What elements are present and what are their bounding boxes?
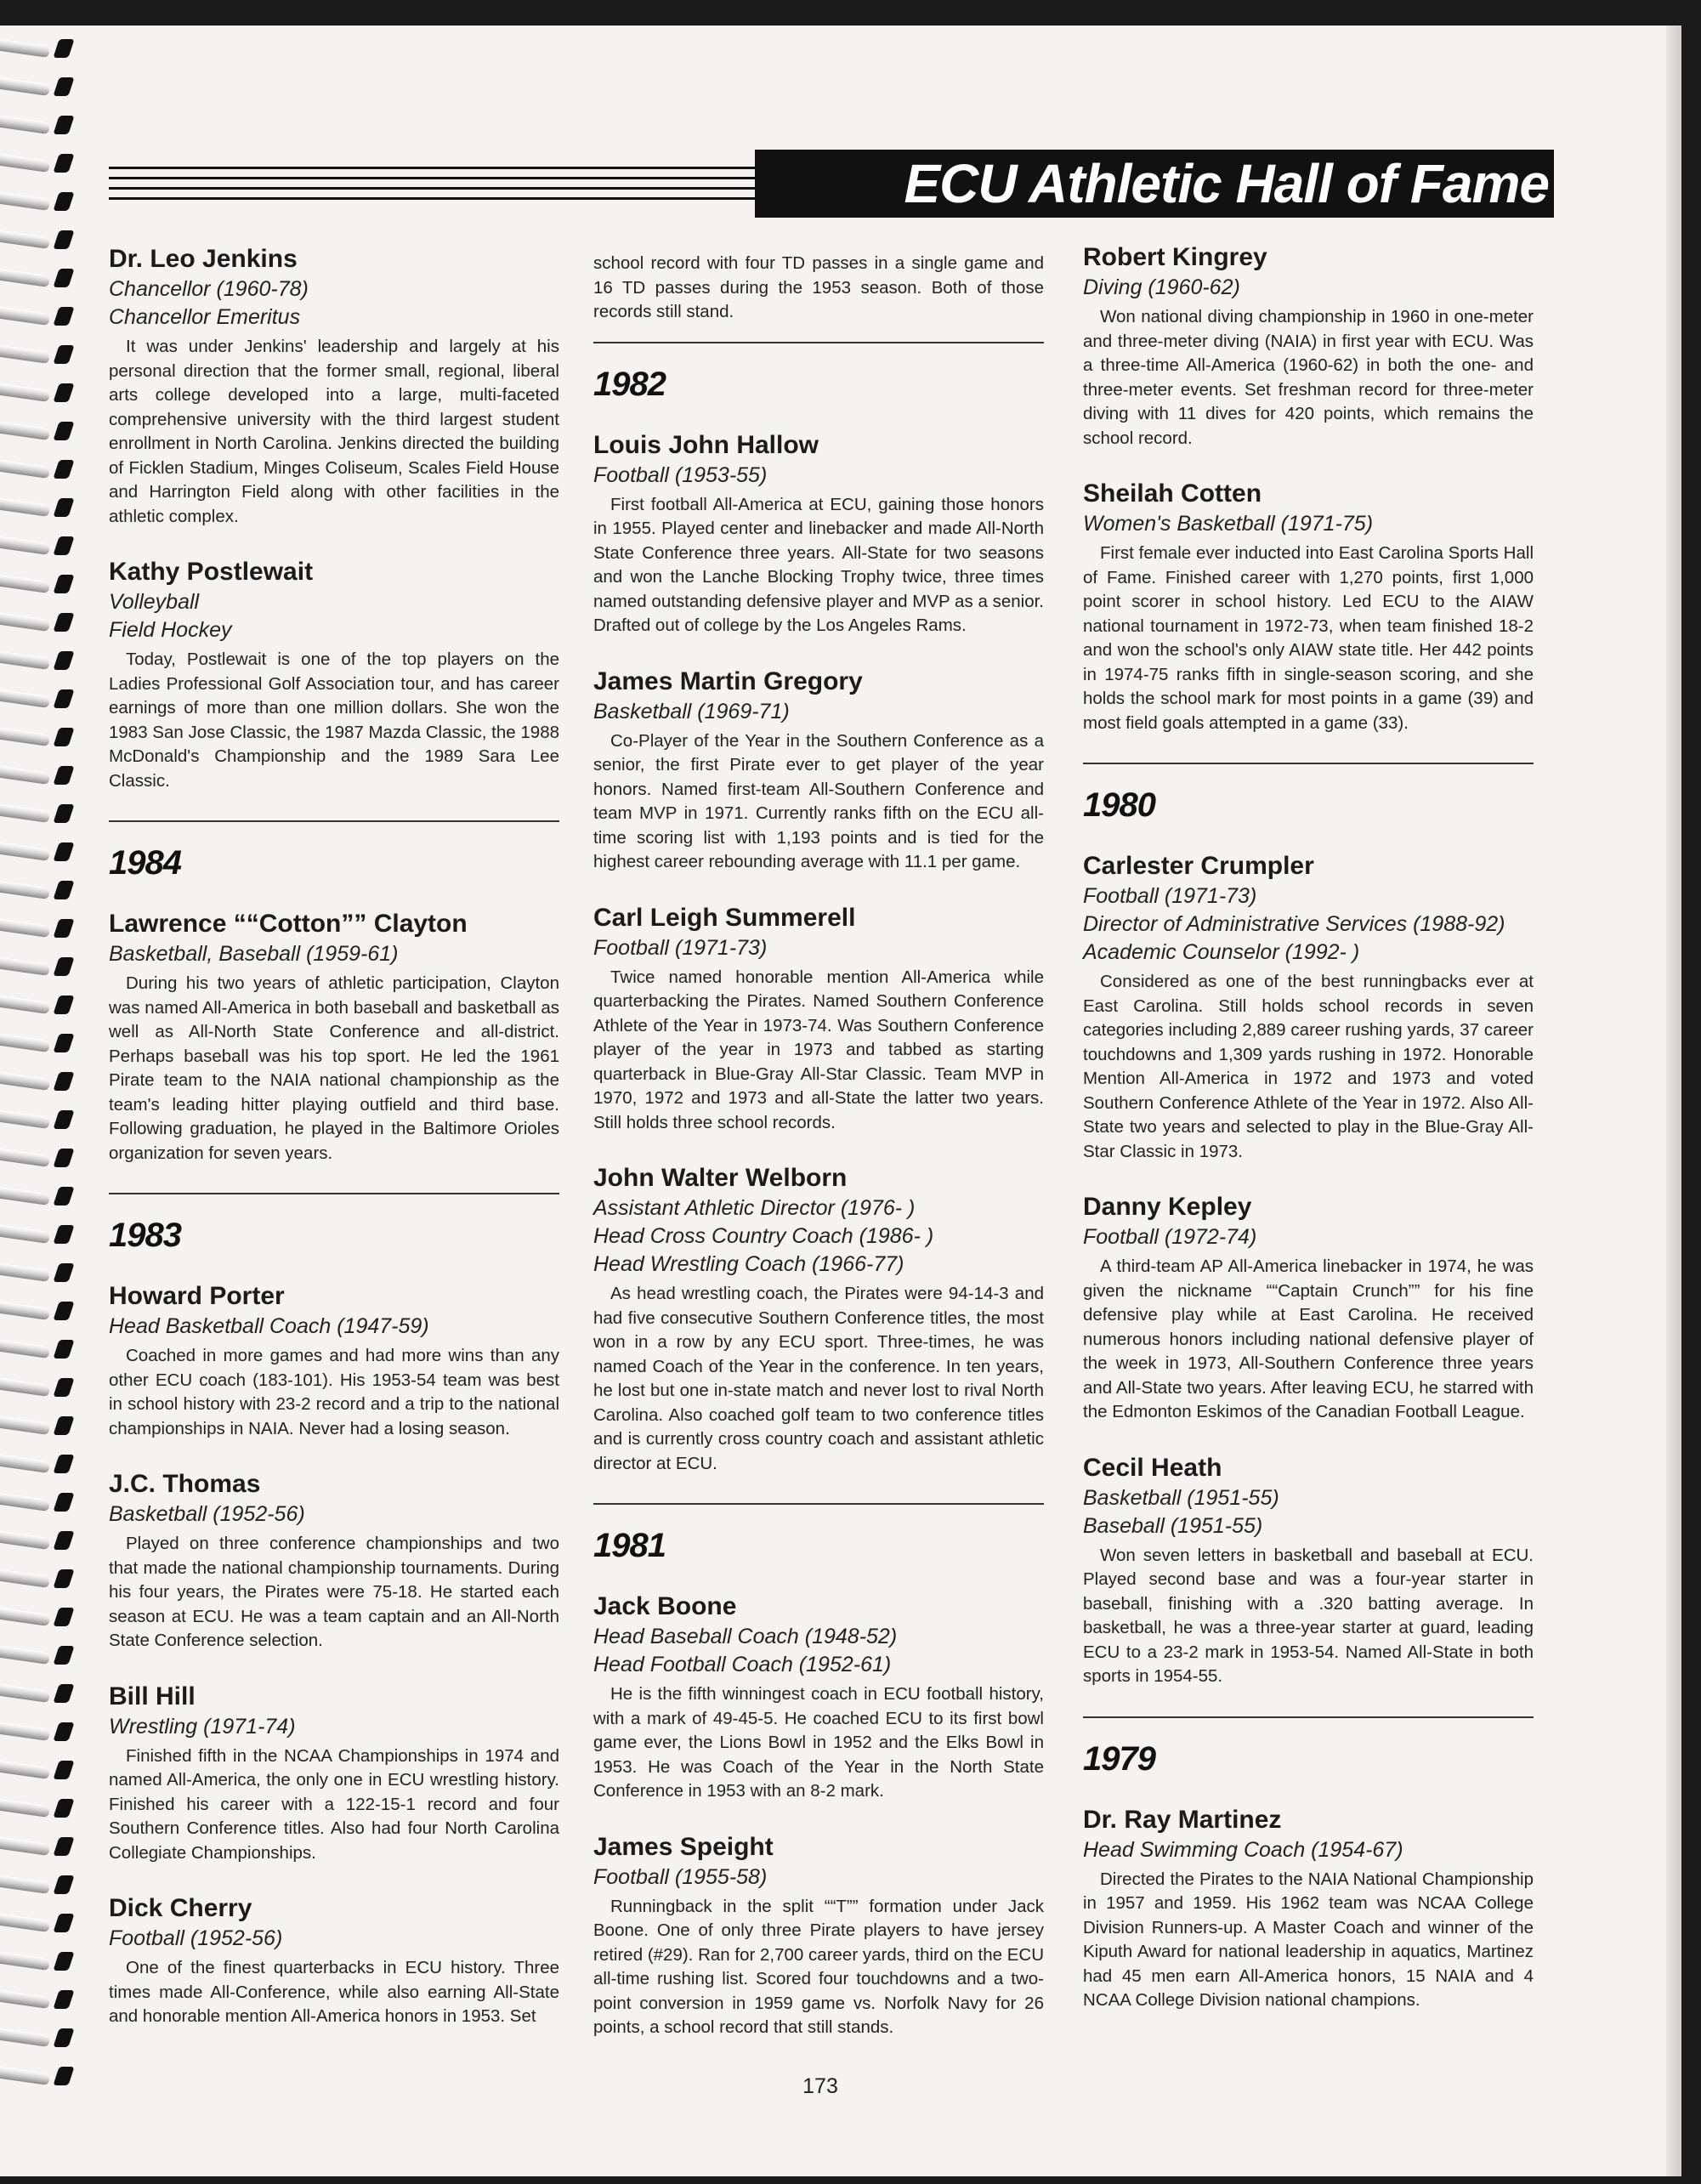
spiral-coil xyxy=(0,1067,78,1096)
entry-speight xyxy=(593,1831,1044,2040)
inductee-bio: Finished fifth in the NCAA Championships in 1974 and named All-America, the only one in ECU wrestling history. Finished his career with a 122-15-1 record and four Southern Conference titles. Also had four North Carolina Collegiate Championships. xyxy=(109,1745,559,1863)
entry-boone xyxy=(593,1591,1044,1804)
inductee-bio: Won seven letters in basketball and baseball at ECU. Played second base and was a four-year starter in baseball, finishing with a .320 batting average. In basketball, he was a three-year starter at guard, leading ECU to a 23-2 mark in 1953-54. Named All-State in both sports in 1954-55. xyxy=(1083,1545,1534,1686)
spiral-coil xyxy=(0,2023,78,2052)
spiral-coil xyxy=(0,1756,78,1784)
section-divider xyxy=(1083,1716,1534,1718)
spiral-coil xyxy=(0,1985,78,2014)
inductee-role: Basketball (1969-71) xyxy=(593,699,790,723)
column-1 xyxy=(109,243,559,2056)
page-header xyxy=(109,150,1554,218)
inductee-bio: As head wrestling coach, the Pirates were 94-14-3 and had five consecutive Southern Conference titles, the most won in a row by any ECU sport. Three-times, he was named Coach of the Year in the conference. In ten years, he lost but one in-state match and never lost to rival North Carolina. Also coached golf team to two conference titles and is currently cross country coach and assistant athletic director at ECU. xyxy=(593,1284,1044,1473)
inductee-name: James Martin Gregory xyxy=(593,667,863,695)
spiral-coil xyxy=(0,723,78,752)
inductee-role: Football (1955-58) xyxy=(593,1864,768,1889)
spiral-binding xyxy=(0,34,81,2108)
spiral-coil xyxy=(0,340,78,369)
page-title: ECU Athletic Hall of Fame xyxy=(755,150,1554,218)
spiral-coil xyxy=(0,187,78,216)
entry-porter xyxy=(109,1280,559,1441)
header-rules xyxy=(109,167,755,207)
inductee-role: Field Hockey xyxy=(109,618,232,642)
entry-martinez xyxy=(1083,1804,1534,2013)
inductee-bio: Runningback in the split ““T”” formation under Jack Boone. One of only three Pirate players to have jersey retired (#29). Ran for 2,700 career yards, third on the ECU all-time rushing list. Scored four touchdowns and a two-point conversion in 1959 game vs. Norfolk Navy for 26 points, a school record that still stands. xyxy=(593,1896,1044,2037)
inductee-role: Assistant Athletic Director (1976- ) xyxy=(593,1196,916,1220)
spiral-coil xyxy=(0,1526,78,1555)
spiral-coil xyxy=(0,264,78,292)
spiral-coil xyxy=(0,1794,78,1823)
spiral-coil xyxy=(0,531,78,560)
inductee-bio: Played on three conference championships and two that made the national championship tournaments. During his four years, the Pirates were 75-18. He started each season at ECU. He was a team captain and an All-North State Conference selection. xyxy=(109,1534,559,1650)
spiral-coil xyxy=(0,608,78,637)
inductee-bio: Today, Postlewait is one of the top players on the Ladies Professional Golf Association tour, and has career earnings of more than one million dollars. She won the 1983 San Jose Classic, the 1987 Mazda Classic, the 1988 McDonald's Championship and the 1989 Sara Lee Classic. xyxy=(109,650,559,791)
spiral-coil xyxy=(0,876,78,905)
spiral-coil xyxy=(0,1641,78,1670)
entry-cotten xyxy=(1083,478,1534,735)
inductee-name: Bill Hill xyxy=(109,1682,196,1710)
inductee-role: Football (1971-73) xyxy=(593,935,768,960)
inductee-bio: During his two years of athletic participation, Clayton was named All-America in both baseball and basketball as well as All-North State Conference and all-district. Perhaps baseball was his top sport. He led the 1961 Pirate team to the NAIA national championship as the team's leading hitter playing outfield and third base. Following graduation, he played in the Baltimore Orioles organization for seven years. xyxy=(109,973,559,1163)
year-heading-1980: 1980 xyxy=(1083,786,1155,824)
entry-postlewait xyxy=(109,556,559,793)
spiral-coil xyxy=(0,1373,78,1402)
entry-crumpler xyxy=(1083,850,1534,1164)
inductee-role: Director of Administrative Services (1988-92) xyxy=(1083,912,1505,936)
inductee-name: John Walter Welborn xyxy=(593,1164,848,1192)
spiral-coil xyxy=(0,799,78,828)
entry-welborn xyxy=(593,1162,1044,1476)
spiral-coil xyxy=(0,378,78,407)
inductee-bio: Co-Player of the Year in the Southern Conference as a senior, the first Pirate ever to get player of the year honors. Named first-team All-Southern Conference and team MVP in 1971. Currently ranks fifth on the ECU all-time scoring list with 1,193 points and is tied for the highest career rebounding average with 11.1 per game. xyxy=(593,730,1044,871)
spiral-coil xyxy=(0,1679,78,1708)
inductee-role: Head Baseball Coach (1948-52) xyxy=(593,1625,898,1648)
inductee-name: Louis John Hallow xyxy=(593,430,819,459)
spiral-coil xyxy=(0,34,78,63)
spiral-coil xyxy=(0,1947,78,1976)
spiral-coil xyxy=(0,837,78,866)
entry-gregory xyxy=(593,666,1044,875)
inductee-role: Head Cross Country Coach (1986- ) xyxy=(593,1224,934,1248)
inductee-bio: First football All-America at ECU, gaining those honors in 1955. Played center and linebacker and made All-North State Conference three years. All-State for two seasons and won the Lanche Blocking Trophy twice, three times named outstanding defensive player and MVP as a senior. Drafted out of college by the Los Angeles Rams. xyxy=(593,494,1044,635)
inductee-name: Dick Cherry xyxy=(109,1894,252,1922)
spiral-coil xyxy=(0,1564,78,1593)
spiral-coil xyxy=(0,1909,78,1937)
section-divider xyxy=(593,342,1044,343)
inductee-role: Football (1953-55) xyxy=(593,462,768,487)
section-divider xyxy=(109,1193,559,1194)
entry-hallow xyxy=(593,429,1044,638)
spiral-coil xyxy=(0,570,78,598)
spiral-coil xyxy=(0,1335,78,1364)
inductee-bio: Directed the Pirates to the NAIA National Championship in 1957 and 1959. His 1962 team was NCAA College Division Runners-up. A Master Coach and winner of the Kiputh Award for national leadership in aquatics, Martinez had 45 men earn All-America honors, 15 NAIA and 4 NCAA College Division national champions. xyxy=(1083,1869,1534,2010)
entry-clayton xyxy=(109,908,559,1166)
inductee-name: Cecil Heath xyxy=(1083,1453,1222,1482)
year-heading-1979: 1979 xyxy=(1083,1739,1155,1778)
spiral-coil xyxy=(0,302,78,331)
inductee-role: Football (1952-56) xyxy=(109,1926,283,1950)
spiral-coil xyxy=(0,1143,78,1172)
entry-cherry xyxy=(109,1892,559,2029)
inductee-role: Chancellor Emeritus xyxy=(109,305,301,329)
spiral-coil xyxy=(0,149,78,178)
inductee-name: J.C. Thomas xyxy=(109,1470,261,1498)
inductee-role: Head Football Coach (1952-61) xyxy=(593,1653,892,1676)
inductee-name: Howard Porter xyxy=(109,1282,285,1310)
inductee-name: James Speight xyxy=(593,1832,774,1861)
entry-summerell xyxy=(593,902,1044,1136)
column-2 xyxy=(593,248,1044,2068)
inductee-name: Kathy Postlewait xyxy=(109,558,314,586)
entry-hill xyxy=(109,1681,559,1866)
inductee-bio: Considered as one of the best runningbacks ever at East Carolina. Still holds school records in seven categories including 2,889 career rushing yards, 37 career touchdowns and 1,309 yards rushing in 1972. Honorable Mention All-America in 1972 and 1973 and voted Southern Conference Athlete of the Year in 1972. Also All-State two years and selected to play in the Blue-Gray All-Star Classic in 1973. xyxy=(1083,972,1534,1161)
entry-kepley xyxy=(1083,1191,1534,1425)
inductee-role: Diving (1960-62) xyxy=(1083,275,1240,299)
inductee-name: Jack Boone xyxy=(593,1592,737,1620)
inductee-name: Dr. Ray Martinez xyxy=(1083,1805,1282,1834)
spiral-coil xyxy=(0,1717,78,1746)
spiral-coil xyxy=(0,1870,78,1899)
inductee-name: Lawrence ““Cotton”” Clayton xyxy=(109,910,468,938)
inductee-role: Volleyball xyxy=(109,590,200,614)
inductee-name: Dr. Leo Jenkins xyxy=(109,245,298,273)
column-3 xyxy=(1083,241,1534,2040)
spiral-coil xyxy=(0,455,78,484)
inductee-bio: Twice named honorable mention All-America while quarterbacking the Pirates. Named Southern Conference Athlete of the Year in 1973-74. Was Southern Conference player of the year in 1973 and tabbed as starting quarterback in Blue-Gray All-Star Classic. Team MVP in 1970, 1972 and 1973 and all-State the latter two years. Still holds three school records. xyxy=(593,967,1044,1132)
inductee-bio: One of the finest quarterbacks in ECU history. Three times made All-Conference, while also earning All-State and honorable mention All-America honors in 1953. Set xyxy=(109,1958,559,2026)
spiral-coil xyxy=(0,952,78,981)
entry-heath xyxy=(1083,1452,1534,1689)
spiral-coil xyxy=(0,2062,78,2090)
inductee-role: Basketball, Baseball (1959-61) xyxy=(109,942,399,966)
entry-thomas xyxy=(109,1468,559,1654)
entry-kingrey xyxy=(1083,241,1534,451)
inductee-role: Head Wrestling Coach (1966-77) xyxy=(593,1252,904,1276)
inductee-role: Baseball (1951-55) xyxy=(1083,1513,1263,1538)
inductee-name: Robert Kingrey xyxy=(1083,243,1267,271)
spiral-coil xyxy=(0,1220,78,1249)
inductee-role: Basketball (1952-56) xyxy=(109,1502,305,1526)
inductee-role: Basketball (1951-55) xyxy=(1083,1485,1279,1510)
section-divider xyxy=(593,1503,1044,1505)
page-edge xyxy=(1666,26,1681,2176)
page-number: 173 xyxy=(802,2074,838,2098)
year-heading-1982: 1982 xyxy=(593,365,666,403)
section-divider xyxy=(109,820,559,822)
spiral-coil xyxy=(0,417,78,445)
spiral-coil xyxy=(0,1449,78,1478)
inductee-bio: Won national diving championship in 1960 in one-meter and three-meter diving (NAIA) in first year with ECU. Was a three-time All-America (1960-62) in both the one- and three-meter events. Set freshman record for three-meter diving with 11 dives for 420 points, which remains the school record. xyxy=(1083,307,1534,448)
spiral-coil xyxy=(0,990,78,1019)
spiral-coil xyxy=(0,225,78,254)
spiral-coil xyxy=(0,1603,78,1631)
spiral-coil xyxy=(0,1258,78,1287)
inductee-bio-continued: school record with four TD passes in a single game and 16 TD passes during the 1953 season. Both of those records still stand. xyxy=(593,253,1044,321)
spiral-coil xyxy=(0,493,78,522)
spiral-coil xyxy=(0,1411,78,1440)
spiral-coil xyxy=(0,1029,78,1058)
inductee-name: Danny Kepley xyxy=(1083,1193,1252,1221)
inductee-role: Wrestling (1971-74) xyxy=(109,1714,296,1739)
spiral-coil xyxy=(0,1105,78,1134)
year-heading-1983: 1983 xyxy=(109,1217,181,1254)
inductee-bio: Coached in more games and had more wins than any other ECU coach (183-101). His 1953-54 team was best in school history with 23-2 record and a trip to the national championships in NAIA. Never had a losing season. xyxy=(109,1346,559,1438)
spiral-coil xyxy=(0,1296,78,1325)
inductee-role: Head Swimming Coach (1954-67) xyxy=(1083,1837,1403,1862)
inductee-name: Carl Leigh Summerell xyxy=(593,903,856,932)
inductee-role: Football (1971-73) xyxy=(1083,884,1257,908)
spiral-coil xyxy=(0,761,78,790)
inductee-role: Academic Counselor (1992- ) xyxy=(1083,940,1360,964)
inductee-bio: He is the fifth winningest coach in ECU football history, with a mark of 49-45-5. He coached ECU to its first bowl game ever, the Lions Bowl in 1952 and the Elks Bowl in 1953. He was Coach of the Year in the North State Conference in 1953 with an 8-2 mark. xyxy=(593,1684,1044,1801)
spiral-coil xyxy=(0,1182,78,1211)
entry-jenkins xyxy=(109,243,559,529)
year-heading-1981: 1981 xyxy=(593,1527,666,1564)
spiral-coil xyxy=(0,1832,78,1861)
spiral-coil xyxy=(0,914,78,943)
year-heading-1984: 1984 xyxy=(109,844,181,882)
section-divider xyxy=(1083,763,1534,764)
spiral-coil xyxy=(0,646,78,675)
inductee-role: Head Basketball Coach (1947-59) xyxy=(109,1314,429,1338)
spiral-coil xyxy=(0,111,78,139)
inductee-name: Carlester Crumpler xyxy=(1083,852,1314,880)
inductee-role: Football (1972-74) xyxy=(1083,1225,1257,1249)
inductee-role: Chancellor (1960-78) xyxy=(109,277,309,301)
spiral-coil xyxy=(0,684,78,713)
inductee-bio: It was under Jenkins' leadership and largely at his personal direction that the former small, regional, liberal arts college developed into a large, multi-faceted comprehensive university with the third largest student enrollment in North Carolina. Jenkins directed the building of Ficklen Stadium, Minges Coliseum, Scales Field House and Harrington Field along with other facilities in the athletic complex. xyxy=(109,337,559,526)
spiral-coil xyxy=(0,1488,78,1517)
inductee-bio: First female ever inducted into East Carolina Sports Hall of Fame. Finished career with 1,270 points, first 1,000 point scorer in school history. Led ECU to the AIAW national tournament in 1972-73, when team finished 18-2 and won the school's only AIAW state title. Her 442 points in 1974-75 ranks fifth in single-season scoring, and she holds the school mark for most points in a game (39) and most field goals attempted in a game (33). xyxy=(1083,543,1534,733)
spiral-coil xyxy=(0,72,78,101)
inductee-bio: A third-team AP All-America linebacker in 1974, he was given the nickname ““Captain Crunch”” for his fine defensive play while at East Carolina. He received numerous honors including national defensive player of the week in 1973, All-Southern Conference three years and All-State two years. After leaving ECU, he starred with the Edmonton Eskimos of the Canadian Football League. xyxy=(1083,1257,1534,1421)
inductee-role: Women's Basketball (1971-75) xyxy=(1083,512,1374,536)
inductee-name: Sheilah Cotten xyxy=(1083,479,1262,508)
